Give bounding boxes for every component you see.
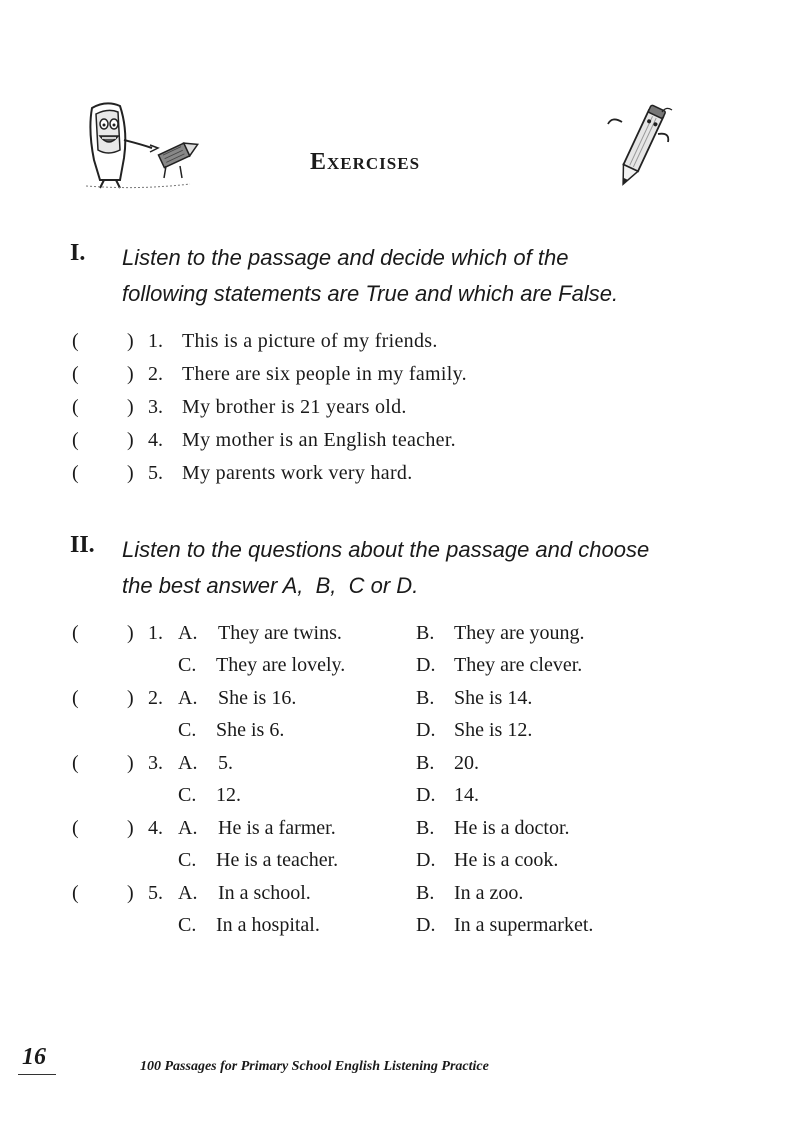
option-c-text: 12.: [216, 784, 241, 806]
multiple-choice-list: [70, 620, 710, 945]
item-number: 4.: [148, 817, 163, 839]
item-number: 5.: [148, 462, 163, 484]
multiple-choice-item-4: [70, 815, 710, 880]
option-a-label: A.: [178, 817, 198, 839]
option-c-text: In a hospital.: [216, 914, 320, 936]
answer-bracket-close: ): [127, 396, 134, 418]
true-false-list: [70, 328, 690, 493]
option-b-text: She is 14.: [454, 687, 533, 709]
answer-bracket-close: ): [127, 462, 134, 484]
option-d-text: 14.: [454, 784, 479, 806]
section-1-instruction: [122, 240, 722, 312]
statement-text: My mother is an English teacher.: [182, 429, 456, 451]
option-d-text: She is 12.: [454, 719, 533, 741]
page-number-underline: [18, 1074, 56, 1075]
answer-bracket-close: ): [127, 363, 134, 385]
multiple-choice-item-3: [70, 750, 710, 815]
exercises-header: [0, 95, 800, 205]
option-b-label: B.: [416, 882, 435, 904]
answer-bracket-open: (: [72, 462, 79, 484]
answer-bracket-close: ): [127, 687, 134, 709]
option-b-text: 20.: [454, 752, 479, 774]
option-d-label: D.: [416, 719, 436, 741]
option-c-label: C.: [178, 719, 197, 741]
option-d-label: D.: [416, 654, 436, 676]
answer-bracket-open: (: [72, 429, 79, 451]
answer-bracket-open: (: [72, 396, 79, 418]
option-a-text: In a school.: [218, 882, 311, 904]
option-c-label: C.: [178, 849, 197, 871]
option-b-label: B.: [416, 687, 435, 709]
option-b-label: B.: [416, 817, 435, 839]
multiple-choice-item-2: [70, 685, 710, 750]
statement-text: This is a picture of my friends.: [182, 330, 438, 352]
true-false-item-2: [70, 361, 690, 394]
true-false-item-1: [70, 328, 690, 361]
option-b-text: They are young.: [454, 622, 585, 644]
section-2-instruction-line-1: Listen to the questions about the passage and choose: [122, 537, 650, 562]
item-number: 3.: [148, 752, 163, 774]
option-a-label: A.: [178, 882, 198, 904]
option-d-label: D.: [416, 849, 436, 871]
option-a-text: She is 16.: [218, 687, 297, 709]
page-number: 16: [22, 1044, 46, 1070]
section-1-instruction-line-1: Listen to the passage and decide which of the: [122, 245, 569, 270]
option-c-label: C.: [178, 784, 197, 806]
option-c-label: C.: [178, 654, 197, 676]
multiple-choice-item-5: [70, 880, 710, 945]
answer-bracket-open: (: [72, 330, 79, 352]
option-d-label: D.: [416, 784, 436, 806]
multiple-choice-item-1: [70, 620, 710, 685]
section-2-instruction: [122, 532, 722, 604]
pencil-mascot-icon: [600, 100, 680, 195]
option-b-text: In a zoo.: [454, 882, 524, 904]
section-2-instruction-line-2: the best answer A, B, C or D.: [122, 573, 419, 598]
option-c-label: C.: [178, 914, 197, 936]
page-title: Exercises: [310, 149, 421, 175]
option-a-label: A.: [178, 622, 198, 644]
item-number: 1.: [148, 622, 163, 644]
section-1-numeral: I.: [70, 240, 86, 266]
cartoon-character-with-pencil-icon: [80, 100, 205, 190]
true-false-item-4: [70, 427, 690, 460]
answer-bracket-close: ): [127, 752, 134, 774]
answer-bracket-close: ): [127, 622, 134, 644]
option-b-label: B.: [416, 622, 435, 644]
item-number: 3.: [148, 396, 163, 418]
answer-bracket-open: (: [72, 817, 79, 839]
answer-bracket-close: ): [127, 330, 134, 352]
answer-bracket-close: ): [127, 817, 134, 839]
option-d-text: In a supermarket.: [454, 914, 594, 936]
answer-bracket-open: (: [72, 622, 79, 644]
answer-bracket-open: (: [72, 882, 79, 904]
option-d-label: D.: [416, 914, 436, 936]
item-number: 2.: [148, 363, 163, 385]
item-number: 2.: [148, 687, 163, 709]
answer-bracket-open: (: [72, 363, 79, 385]
statement-text: My parents work very hard.: [182, 462, 413, 484]
option-b-label: B.: [416, 752, 435, 774]
answer-bracket-open: (: [72, 752, 79, 774]
option-d-text: They are clever.: [454, 654, 583, 676]
book-title: 100 Passages for Primary School English Listening Practice: [140, 1059, 489, 1074]
section-2-numeral: II.: [70, 532, 95, 558]
item-number: 4.: [148, 429, 163, 451]
answer-bracket-close: ): [127, 882, 134, 904]
option-a-text: They are twins.: [218, 622, 342, 644]
answer-bracket-open: (: [72, 687, 79, 709]
page-footer: [0, 1040, 800, 1090]
true-false-item-5: [70, 460, 690, 493]
option-a-label: A.: [178, 752, 198, 774]
true-false-item-3: [70, 394, 690, 427]
option-c-text: They are lovely.: [216, 654, 346, 676]
statement-text: There are six people in my family.: [182, 363, 467, 385]
item-number: 1.: [148, 330, 163, 352]
option-d-text: He is a cook.: [454, 849, 559, 871]
statement-text: My brother is 21 years old.: [182, 396, 407, 418]
option-a-text: 5.: [218, 752, 233, 774]
option-a-text: He is a farmer.: [218, 817, 336, 839]
option-c-text: He is a teacher.: [216, 849, 339, 871]
section-1-instruction-line-2: following statements are True and which are False.: [122, 281, 619, 306]
item-number: 5.: [148, 882, 163, 904]
option-b-text: He is a doctor.: [454, 817, 570, 839]
option-a-label: A.: [178, 687, 198, 709]
answer-bracket-close: ): [127, 429, 134, 451]
option-c-text: She is 6.: [216, 719, 285, 741]
